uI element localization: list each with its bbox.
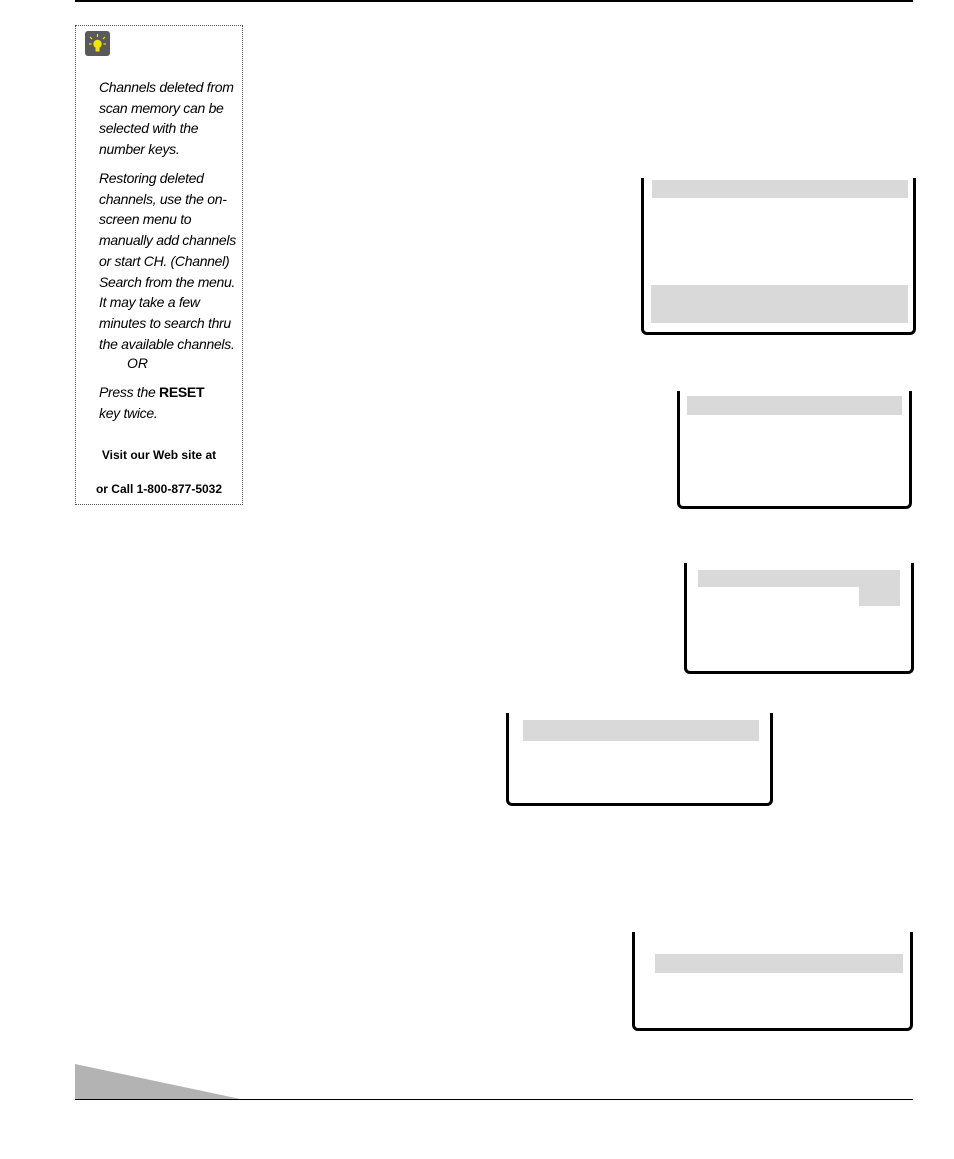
top-rule <box>75 0 913 2</box>
lightbulb-icon <box>85 31 110 56</box>
menu-highlight <box>859 586 900 606</box>
tip-paragraph-scan-memory: Channels deleted from scan memory can be selected with the number keys. <box>99 79 234 158</box>
menu-help-bar <box>651 285 908 323</box>
page-footer-tab <box>75 1064 245 1100</box>
menu-title-bar <box>523 720 759 741</box>
phone-line: or Call 1-800-877-5032 <box>95 482 223 496</box>
reset-suffix: key twice. <box>99 404 158 421</box>
menu-title-bar <box>655 954 903 973</box>
footer-rule <box>75 1099 913 1100</box>
menu-title-bar <box>698 570 900 587</box>
reset-key-label: RESET <box>159 384 205 400</box>
menu-title-bar <box>687 396 902 415</box>
tip-or: OR <box>127 355 148 371</box>
tip-paragraph-reset <box>99 382 209 423</box>
menu-title-bar <box>652 180 908 198</box>
website-line: Visit our Web site at <box>101 448 217 462</box>
reset-prefix: Press the <box>99 384 160 400</box>
tv-screen-menu-5 <box>632 932 913 1031</box>
tip-paragraph-restore: Restoring deleted channels, use the on-screen menu to manually add channels or start CH. (Channel) Search from the menu. It may take a few minutes to search thru the available channels. <box>99 170 236 352</box>
